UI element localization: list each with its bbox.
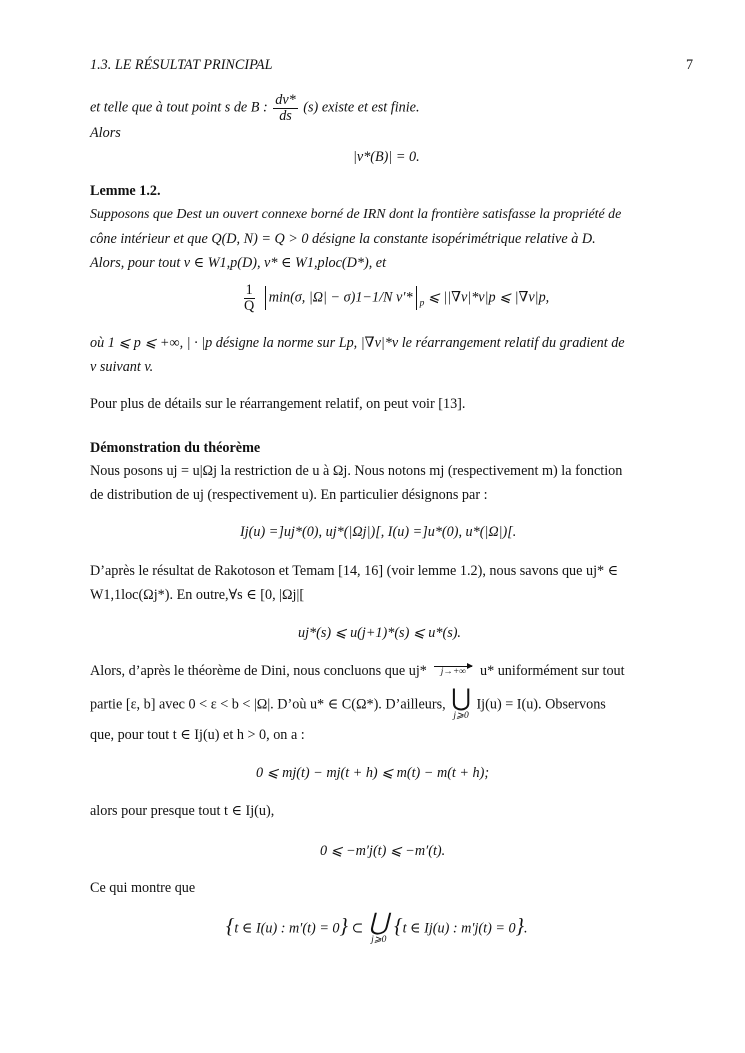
paragraph-dini: Alors, d’après le théorème de Dini, nous concluons que uj* j→+∞ u* uniformément sur tout xyxy=(90,663,625,679)
lemma-line-1: Supposons que Dest un ouvert connexe borné de IRN dont la frontière satisfasse la propriété de xyxy=(90,207,622,222)
paragraph-dapres-line-1: D’après le résultat de Rakotoson et Temam [14, 16] (voir lemme 1.2), nous savons que uj* ∈ xyxy=(90,563,619,579)
equation-set-inclusion: {t ∈ I(u) : m′(t) = 0} ⊂ ⋃ j⩾0 {t ∈ Ij(u) : m′j(t) = 0}. xyxy=(226,910,528,945)
fraction-dv-ds: $\frac{dv*}{ds}$ xyxy=(275,92,296,124)
paragraph-reference: Pour plus de détails sur le réarrangement relatif, on peut voir [13]. xyxy=(90,396,466,412)
paragraph-que: que, pour tout t ∈ Ij(u) et h > 0, on a : xyxy=(90,727,305,743)
text-line-hypothesis: et telle que à tout point s de B : $\frac{dv*}{ds}$ (s) existe et est finie. xyxy=(90,92,420,124)
lemma-title: Lemme 1.2. xyxy=(90,183,161,199)
equation-vstar-B: |v*(B)| = 0. xyxy=(353,149,420,165)
proof-title: Démonstration du théorème xyxy=(90,440,261,456)
lemma-line-3: Alors, pour tout v ∈ W1,p(D), v* ∈ W1,ploc(D*), et xyxy=(90,255,387,271)
paragraph-dapres-line-2: W1,1loc(Ωj*). En outre,∀s ∈ [0, |Ωj|[ xyxy=(90,587,305,603)
paragraph-partie: partie [ε, b] avec 0 < ε < b < |Ω|. D’où u* ∈ C(Ω*). D’ailleurs, ⋃ j⩾0 Ij(u) = I(u). Observons xyxy=(90,686,606,721)
page-number: 7 xyxy=(686,57,694,73)
equation-intervals: Ij(u) =]uj*(0), uj*(|Ωj|)[, I(u) =]u*(0), u*(|Ω|)[. xyxy=(240,524,517,540)
text-alors: Alors xyxy=(90,125,121,141)
proof-line-1: Nous posons uj = u|Ωj la restriction de u à Ωj. Nous notons mj (respectivement m) la fonction xyxy=(90,463,623,479)
equation-distribution-diff: 0 ⩽ mj(t) − mj(t + h) ⩽ m(t) − m(t + h); xyxy=(256,765,490,781)
paragraph-presque: alors pour presque tout t ∈ Ij(u), xyxy=(90,803,275,819)
proof-line-2: de distribution de uj (respectivement u). En particulier désignons par : xyxy=(90,487,488,503)
running-header: 1.3. LE RÉSULTAT PRINCIPAL xyxy=(90,57,273,73)
lemma-note-line-2: v suivant v. xyxy=(90,359,154,375)
equation-lemma-inequality: $\frac{1}{Q}$ min(σ, |Ω| − σ)1−1/N v′* $_p$ ⩽ ||∇v|*v|p ⩽ |∇v|p, xyxy=(244,282,550,314)
lemma-line-2: cône intérieur et que Q(D, N) = Q > 0 désigne la constante isopérimétrique relative à D. xyxy=(90,231,596,247)
equation-derivative: 0 ⩽ −m′j(t) ⩽ −m′(t). xyxy=(320,843,446,859)
paragraph-cequi: Ce qui montre que xyxy=(90,880,196,896)
equation-monotone: uj*(s) ⩽ u(j+1)*(s) ⩽ u*(s). xyxy=(298,625,461,641)
lemma-note-line-1: où 1 ⩽ p ⩽ +∞, | · |p désigne la norme sur Lp, |∇v|*v le réarrangement relatif du gradient de xyxy=(90,335,625,351)
